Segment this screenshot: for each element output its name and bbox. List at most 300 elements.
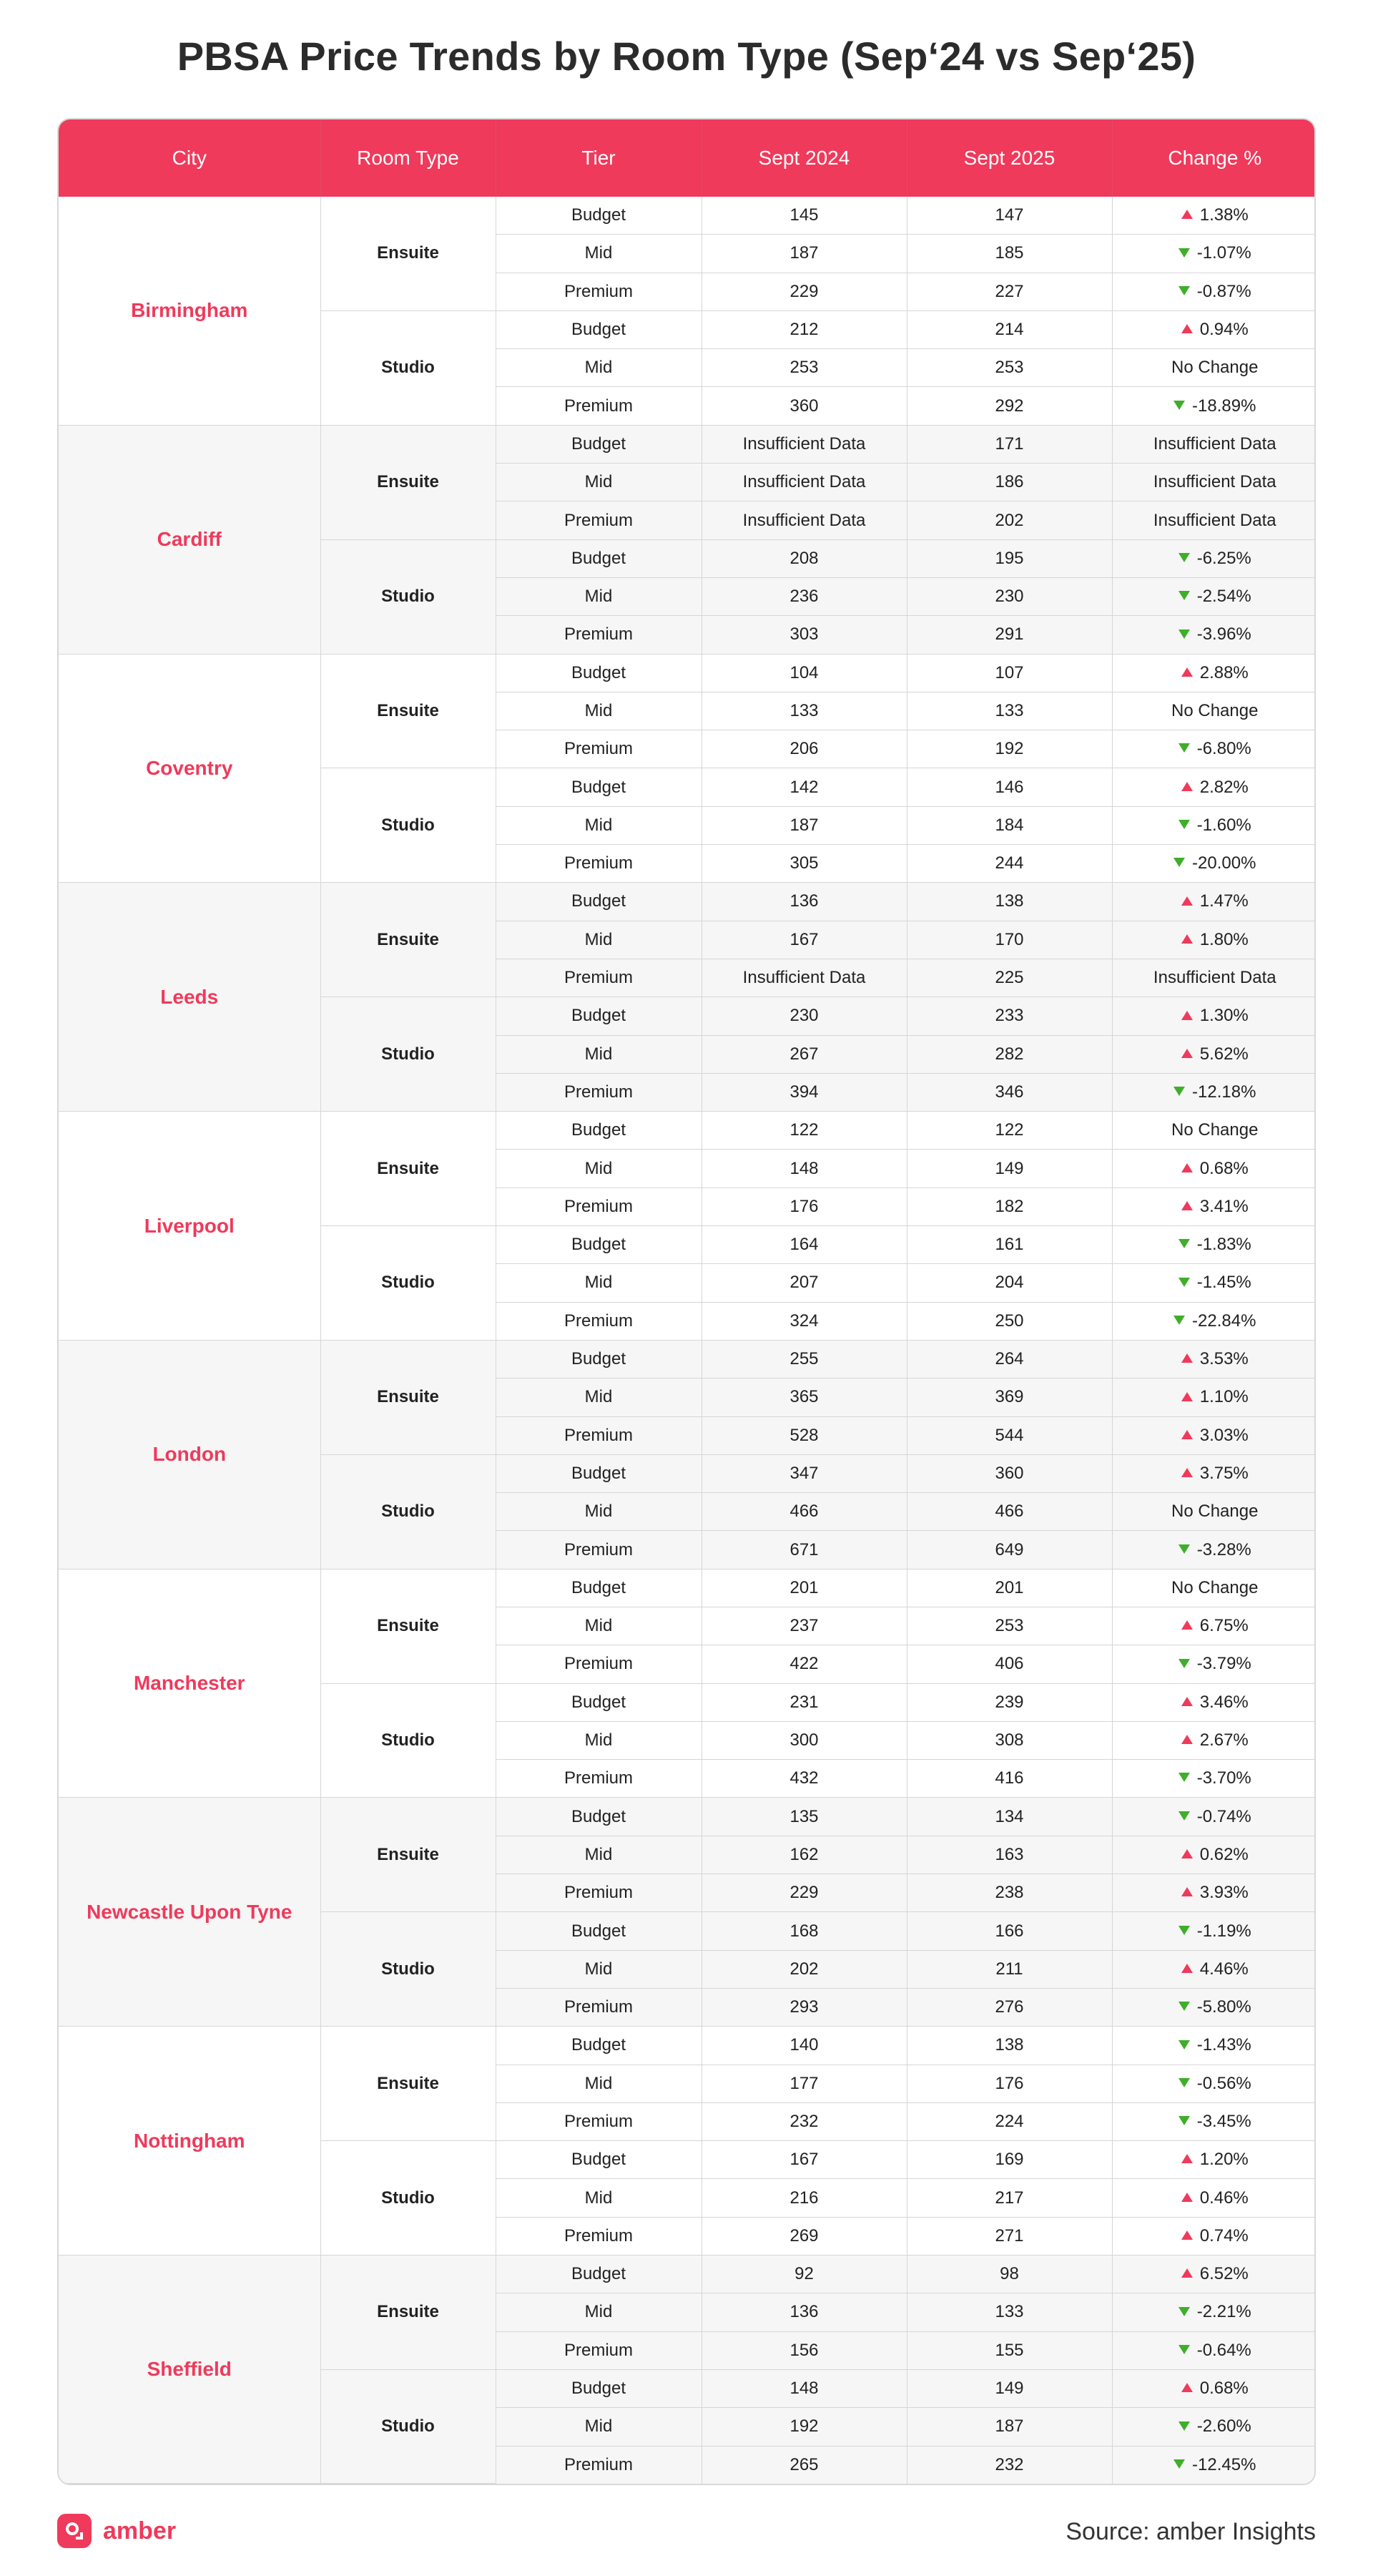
- room-type-cell: Studio: [320, 1226, 496, 1341]
- triangle-down-icon: [1178, 630, 1190, 639]
- sept-2024-cell: Insufficient Data: [702, 959, 907, 996]
- triangle-down-icon: [1178, 2116, 1190, 2125]
- change-cell: [1112, 2369, 1316, 2407]
- change-value: -1.43%: [1196, 2035, 1251, 2055]
- triangle-up-icon: [1181, 1735, 1193, 1744]
- room-type-cell: Ensuite: [320, 2027, 496, 2141]
- table-row: [59, 197, 1316, 235]
- sept-2025-cell: 202: [907, 501, 1112, 539]
- sept-2025-cell: 169: [907, 2141, 1112, 2179]
- sept-2025-cell: 185: [907, 235, 1112, 273]
- change-cell: [1112, 464, 1316, 501]
- tier-cell: Budget: [496, 197, 702, 235]
- tier-cell: Premium: [496, 1874, 702, 1912]
- sept-2024-cell: 187: [702, 235, 907, 273]
- change-value: 6.52%: [1199, 2264, 1249, 2284]
- sept-2024-cell: 347: [702, 1454, 907, 1492]
- city-cell: Nottingham: [59, 2027, 320, 2256]
- tier-cell: Budget: [496, 2141, 702, 2179]
- change-cell: [1112, 1760, 1316, 1798]
- triangle-up-icon: [1181, 210, 1193, 219]
- sept-2025-cell: 291: [907, 616, 1112, 654]
- sept-2024-cell: 192: [702, 2408, 907, 2446]
- change-cell: [1112, 349, 1316, 387]
- city-cell: Manchester: [59, 1569, 320, 1798]
- price-table-container: [57, 118, 1316, 2485]
- triangle-down-icon: [1178, 2002, 1190, 2011]
- sept-2024-cell: 303: [702, 616, 907, 654]
- change-value: -1.19%: [1196, 1921, 1251, 1941]
- change-cell: [1112, 845, 1316, 883]
- change-value: -12.18%: [1192, 1082, 1256, 1102]
- change-value: 3.41%: [1199, 1196, 1249, 1216]
- tier-cell: Mid: [496, 1950, 702, 1988]
- sept-2024-cell: 265: [702, 2446, 907, 2484]
- change-cell: [1112, 1187, 1316, 1225]
- sept-2024-cell: 156: [702, 2331, 907, 2369]
- header-room-type: Room Type: [320, 119, 496, 197]
- change-value: 4.46%: [1199, 1959, 1249, 1979]
- table-header: [59, 119, 1316, 197]
- table-body: [59, 197, 1316, 2484]
- change-value: 5.62%: [1199, 1044, 1249, 1064]
- sept-2025-cell: 233: [907, 997, 1112, 1035]
- change-value: -6.25%: [1196, 548, 1251, 568]
- triangle-up-icon: [1181, 1620, 1193, 1630]
- change-value: 3.03%: [1199, 1425, 1249, 1445]
- change-value: -0.87%: [1196, 281, 1251, 301]
- change-value: Insufficient Data: [1153, 472, 1276, 492]
- sept-2024-cell: 167: [702, 921, 907, 959]
- change-value: 1.10%: [1199, 1387, 1249, 1407]
- triangle-up-icon: [1181, 1049, 1193, 1058]
- triangle-up-icon: [1181, 324, 1193, 333]
- footer-logo: [57, 2512, 176, 2550]
- triangle-down-icon: [1178, 2345, 1190, 2354]
- sept-2025-cell: 466: [907, 1493, 1112, 1531]
- sept-2025-cell: 271: [907, 2217, 1112, 2255]
- room-type-cell: Studio: [320, 539, 496, 654]
- sept-2025-cell: 138: [907, 883, 1112, 921]
- change-value: 1.20%: [1199, 2150, 1249, 2170]
- tier-cell: Budget: [496, 2369, 702, 2407]
- sept-2024-cell: 324: [702, 1302, 907, 1340]
- change-value: 2.67%: [1199, 1730, 1249, 1750]
- tier-cell: Premium: [496, 273, 702, 310]
- tier-cell: Premium: [496, 1531, 702, 1569]
- sept-2024-cell: 162: [702, 1836, 907, 1874]
- room-type-cell: Ensuite: [320, 2256, 496, 2370]
- room-type-cell: Ensuite: [320, 1112, 496, 1226]
- sept-2024-cell: Insufficient Data: [702, 464, 907, 501]
- change-cell: [1112, 1683, 1316, 1721]
- sept-2025-cell: 149: [907, 2369, 1112, 2407]
- sept-2025-cell: 98: [907, 2256, 1112, 2293]
- change-value: -0.56%: [1196, 2073, 1251, 2093]
- change-value: -6.80%: [1196, 739, 1251, 759]
- change-cell: [1112, 1607, 1316, 1645]
- change-cell: [1112, 273, 1316, 310]
- change-value: -2.54%: [1196, 587, 1251, 607]
- tier-cell: Premium: [496, 2446, 702, 2484]
- change-value: -12.45%: [1192, 2454, 1256, 2474]
- change-value: 0.74%: [1199, 2225, 1249, 2246]
- triangle-up-icon: [1181, 2268, 1193, 2278]
- change-value: -3.96%: [1196, 625, 1251, 645]
- change-value: -0.74%: [1196, 1806, 1251, 1826]
- triangle-down-icon: [1178, 286, 1190, 295]
- city-cell: Coventry: [59, 654, 320, 883]
- sept-2024-cell: 365: [702, 1378, 907, 1416]
- sept-2024-cell: 253: [702, 349, 907, 387]
- sept-2024-cell: 148: [702, 1150, 907, 1187]
- triangle-up-icon: [1181, 1849, 1193, 1858]
- change-value: -1.83%: [1196, 1235, 1251, 1255]
- tier-cell: Budget: [496, 2027, 702, 2065]
- triangle-up-icon: [1181, 1392, 1193, 1401]
- tier-cell: Budget: [496, 425, 702, 463]
- sept-2025-cell: 133: [907, 692, 1112, 730]
- sept-2025-cell: 227: [907, 273, 1112, 310]
- table-row: [59, 1798, 1316, 1836]
- change-value: -3.70%: [1196, 1768, 1251, 1788]
- change-value: -2.21%: [1196, 2302, 1251, 2322]
- sept-2024-cell: 177: [702, 2065, 907, 2102]
- logo-text: amber: [103, 2517, 177, 2545]
- triangle-up-icon: [1181, 782, 1193, 791]
- sept-2024-cell: 231: [702, 1683, 907, 1721]
- sept-2025-cell: 195: [907, 539, 1112, 577]
- change-cell: [1112, 654, 1316, 692]
- change-cell: [1112, 1073, 1316, 1111]
- sept-2025-cell: 201: [907, 1569, 1112, 1607]
- sept-2025-cell: 276: [907, 1988, 1112, 2026]
- table-row: [59, 1340, 1316, 1378]
- change-cell: [1112, 1454, 1316, 1492]
- change-cell: [1112, 2331, 1316, 2369]
- tier-cell: Budget: [496, 997, 702, 1035]
- room-type-cell: Ensuite: [320, 197, 496, 310]
- triangle-up-icon: [1181, 1887, 1193, 1896]
- sept-2024-cell: 206: [702, 730, 907, 768]
- header-tier: Tier: [496, 119, 702, 197]
- change-cell: [1112, 1302, 1316, 1340]
- sept-2025-cell: 244: [907, 845, 1112, 883]
- sept-2025-cell: 166: [907, 1912, 1112, 1950]
- room-type-cell: Studio: [320, 768, 496, 883]
- room-type-cell: Ensuite: [320, 1798, 496, 1912]
- amber-logo-icon: [57, 2514, 92, 2548]
- change-cell: [1112, 235, 1316, 273]
- change-cell: [1112, 1150, 1316, 1187]
- table-row: [59, 654, 1316, 692]
- city-cell: Newcastle Upon Tyne: [59, 1798, 320, 2027]
- sept-2025-cell: 163: [907, 1836, 1112, 1874]
- change-cell: [1112, 425, 1316, 463]
- sept-2025-cell: 264: [907, 1340, 1112, 1378]
- tier-cell: Premium: [496, 501, 702, 539]
- tier-cell: Budget: [496, 539, 702, 577]
- sept-2024-cell: 92: [702, 2256, 907, 2293]
- sept-2025-cell: 170: [907, 921, 1112, 959]
- change-cell: [1112, 197, 1316, 235]
- change-value: -18.89%: [1192, 396, 1256, 416]
- change-cell: [1112, 921, 1316, 959]
- change-cell: [1112, 2141, 1316, 2179]
- header-row: [59, 119, 1316, 197]
- room-type-cell: Studio: [320, 1683, 496, 1798]
- sept-2025-cell: 253: [907, 349, 1112, 387]
- change-value: -5.80%: [1196, 1997, 1251, 2017]
- sept-2024-cell: 671: [702, 1531, 907, 1569]
- sept-2024-cell: 236: [702, 577, 907, 615]
- triangle-up-icon: [1181, 1011, 1193, 1020]
- sept-2025-cell: 186: [907, 464, 1112, 501]
- sept-2025-cell: 224: [907, 2102, 1112, 2140]
- triangle-down-icon: [1173, 2459, 1185, 2469]
- tier-cell: Mid: [496, 1607, 702, 1645]
- triangle-down-icon: [1178, 248, 1190, 258]
- triangle-down-icon: [1178, 2040, 1190, 2049]
- change-cell: [1112, 768, 1316, 806]
- change-cell: [1112, 1988, 1316, 2026]
- triangle-up-icon: [1181, 2154, 1193, 2163]
- sept-2024-cell: 269: [702, 2217, 907, 2255]
- tier-cell: Budget: [496, 1798, 702, 1836]
- change-cell: [1112, 1416, 1316, 1454]
- change-cell: [1112, 1645, 1316, 1683]
- triangle-down-icon: [1178, 1926, 1190, 1935]
- sept-2025-cell: 416: [907, 1760, 1112, 1798]
- sept-2025-cell: 155: [907, 2331, 1112, 2369]
- tier-cell: Mid: [496, 349, 702, 387]
- sept-2025-cell: 214: [907, 310, 1112, 348]
- sept-2024-cell: 176: [702, 1187, 907, 1225]
- change-cell: [1112, 959, 1316, 996]
- change-cell: [1112, 1378, 1316, 1416]
- tier-cell: Mid: [496, 692, 702, 730]
- change-value: No Change: [1171, 1502, 1259, 1522]
- sept-2025-cell: 308: [907, 1721, 1112, 1759]
- tier-cell: Budget: [496, 1112, 702, 1150]
- triangle-up-icon: [1181, 1353, 1193, 1363]
- sept-2025-cell: 225: [907, 959, 1112, 996]
- tier-cell: Mid: [496, 577, 702, 615]
- header-city: City: [59, 119, 320, 197]
- sept-2024-cell: 466: [702, 1493, 907, 1531]
- sept-2024-cell: 528: [702, 1416, 907, 1454]
- change-cell: [1112, 2065, 1316, 2102]
- room-type-cell: Ensuite: [320, 1340, 496, 1454]
- change-cell: [1112, 1493, 1316, 1531]
- triangle-up-icon: [1181, 1964, 1193, 1973]
- change-value: 1.80%: [1199, 929, 1249, 949]
- change-value: 0.68%: [1199, 2379, 1249, 2399]
- change-value: 0.68%: [1199, 1158, 1249, 1178]
- sept-2024-cell: 164: [702, 1226, 907, 1264]
- change-value: No Change: [1171, 701, 1259, 720]
- tier-cell: Budget: [496, 1569, 702, 1607]
- sept-2025-cell: 146: [907, 768, 1112, 806]
- sept-2025-cell: 134: [907, 1798, 1112, 1836]
- change-cell: [1112, 2293, 1316, 2331]
- tier-cell: Budget: [496, 1683, 702, 1721]
- triangle-up-icon: [1181, 1163, 1193, 1172]
- sept-2024-cell: 422: [702, 1645, 907, 1683]
- sept-2024-cell: 255: [702, 1340, 907, 1378]
- sept-2024-cell: 212: [702, 310, 907, 348]
- table-row: [59, 1112, 1316, 1150]
- tier-cell: Premium: [496, 959, 702, 996]
- change-cell: [1112, 539, 1316, 577]
- sept-2024-cell: 432: [702, 1760, 907, 1798]
- triangle-up-icon: [1181, 2230, 1193, 2240]
- room-type-cell: Ensuite: [320, 883, 496, 997]
- sept-2024-cell: 136: [702, 883, 907, 921]
- change-value: 0.46%: [1199, 2188, 1249, 2208]
- tier-cell: Premium: [496, 1645, 702, 1683]
- tier-cell: Mid: [496, 1721, 702, 1759]
- sept-2025-cell: 230: [907, 577, 1112, 615]
- city-cell: Leeds: [59, 883, 320, 1112]
- change-cell: [1112, 1035, 1316, 1073]
- tier-cell: Premium: [496, 1760, 702, 1798]
- tier-cell: Premium: [496, 2331, 702, 2369]
- change-cell: [1112, 310, 1316, 348]
- triangle-down-icon: [1178, 1239, 1190, 1248]
- sept-2024-cell: 208: [702, 539, 907, 577]
- table-row: [59, 425, 1316, 463]
- change-cell: [1112, 1798, 1316, 1836]
- change-value: 0.94%: [1199, 320, 1249, 340]
- tier-cell: Mid: [496, 921, 702, 959]
- change-value: No Change: [1171, 358, 1259, 378]
- tier-cell: Premium: [496, 730, 702, 768]
- triangle-down-icon: [1178, 743, 1190, 753]
- change-value: 2.88%: [1199, 662, 1249, 682]
- sept-2024-cell: 230: [702, 997, 907, 1035]
- sept-2025-cell: 239: [907, 1683, 1112, 1721]
- sept-2025-cell: 292: [907, 387, 1112, 425]
- change-value: 3.53%: [1199, 1349, 1249, 1369]
- tier-cell: Budget: [496, 883, 702, 921]
- tier-cell: Mid: [496, 2179, 702, 2217]
- sept-2024-cell: 122: [702, 1112, 907, 1150]
- table-row: [59, 2027, 1316, 2065]
- table-row: [59, 883, 1316, 921]
- triangle-down-icon: [1178, 820, 1190, 829]
- sept-2024-cell: 202: [702, 1950, 907, 1988]
- triangle-down-icon: [1178, 591, 1190, 600]
- tier-cell: Mid: [496, 1836, 702, 1874]
- sept-2024-cell: 142: [702, 768, 907, 806]
- triangle-up-icon: [1181, 1468, 1193, 1477]
- sept-2025-cell: 204: [907, 1264, 1112, 1302]
- triangle-up-icon: [1181, 1430, 1193, 1439]
- triangle-down-icon: [1178, 1659, 1190, 1668]
- header-change: Change %: [1112, 119, 1316, 197]
- sept-2025-cell: 187: [907, 2408, 1112, 2446]
- change-cell: [1112, 387, 1316, 425]
- change-cell: [1112, 2446, 1316, 2484]
- change-cell: [1112, 1950, 1316, 1988]
- sept-2025-cell: 192: [907, 730, 1112, 768]
- sept-2024-cell: 135: [702, 1798, 907, 1836]
- sept-2024-cell: 201: [702, 1569, 907, 1607]
- tier-cell: Premium: [496, 1988, 702, 2026]
- change-value: 1.30%: [1199, 1006, 1249, 1026]
- price-table: [59, 119, 1316, 2484]
- tier-cell: Budget: [496, 1912, 702, 1950]
- sept-2025-cell: 184: [907, 806, 1112, 844]
- sept-2025-cell: 147: [907, 197, 1112, 235]
- change-cell: [1112, 730, 1316, 768]
- city-cell: Sheffield: [59, 2256, 320, 2484]
- change-cell: [1112, 616, 1316, 654]
- change-cell: [1112, 1226, 1316, 1264]
- triangle-down-icon: [1178, 1811, 1190, 1821]
- room-type-cell: Studio: [320, 997, 496, 1112]
- sept-2025-cell: 176: [907, 2065, 1112, 2102]
- change-cell: [1112, 1836, 1316, 1874]
- tier-cell: Budget: [496, 310, 702, 348]
- sept-2025-cell: 107: [907, 654, 1112, 692]
- change-cell: [1112, 577, 1316, 615]
- triangle-down-icon: [1178, 1773, 1190, 1782]
- sept-2025-cell: 122: [907, 1112, 1112, 1150]
- room-type-cell: Studio: [320, 1912, 496, 2027]
- change-value: Insufficient Data: [1153, 968, 1276, 988]
- sept-2024-cell: 300: [702, 1721, 907, 1759]
- tier-cell: Premium: [496, 2102, 702, 2140]
- sept-2024-cell: 168: [702, 1912, 907, 1950]
- triangle-up-icon: [1181, 934, 1193, 944]
- sept-2024-cell: 360: [702, 387, 907, 425]
- triangle-down-icon: [1178, 1278, 1190, 1287]
- room-type-cell: Studio: [320, 2369, 496, 2483]
- change-cell: [1112, 1264, 1316, 1302]
- change-cell: [1112, 1531, 1316, 1569]
- room-type-cell: Studio: [320, 310, 496, 425]
- sept-2024-cell: 305: [702, 845, 907, 883]
- sept-2024-cell: 207: [702, 1264, 907, 1302]
- sept-2024-cell: 145: [702, 197, 907, 235]
- tier-cell: Mid: [496, 1035, 702, 1073]
- sept-2025-cell: 406: [907, 1645, 1112, 1683]
- tier-cell: Mid: [496, 2408, 702, 2446]
- tier-cell: Premium: [496, 616, 702, 654]
- tier-cell: Mid: [496, 1150, 702, 1187]
- change-value: -20.00%: [1192, 853, 1256, 873]
- tier-cell: Premium: [496, 387, 702, 425]
- header-sept-2024: Sept 2024: [702, 119, 907, 197]
- change-value: 0.62%: [1199, 1844, 1249, 1864]
- change-cell: [1112, 692, 1316, 730]
- change-value: -2.60%: [1196, 2416, 1251, 2437]
- change-cell: [1112, 806, 1316, 844]
- sept-2025-cell: 171: [907, 425, 1112, 463]
- sept-2024-cell: 140: [702, 2027, 907, 2065]
- tier-cell: Premium: [496, 1073, 702, 1111]
- sept-2024-cell: 232: [702, 2102, 907, 2140]
- city-cell: Birmingham: [59, 197, 320, 425]
- change-value: -3.28%: [1196, 1539, 1251, 1559]
- sept-2024-cell: 148: [702, 2369, 907, 2407]
- change-value: -3.45%: [1196, 2111, 1251, 2131]
- triangle-down-icon: [1178, 2307, 1190, 2316]
- tier-cell: Mid: [496, 464, 702, 501]
- triangle-down-icon: [1173, 1316, 1185, 1325]
